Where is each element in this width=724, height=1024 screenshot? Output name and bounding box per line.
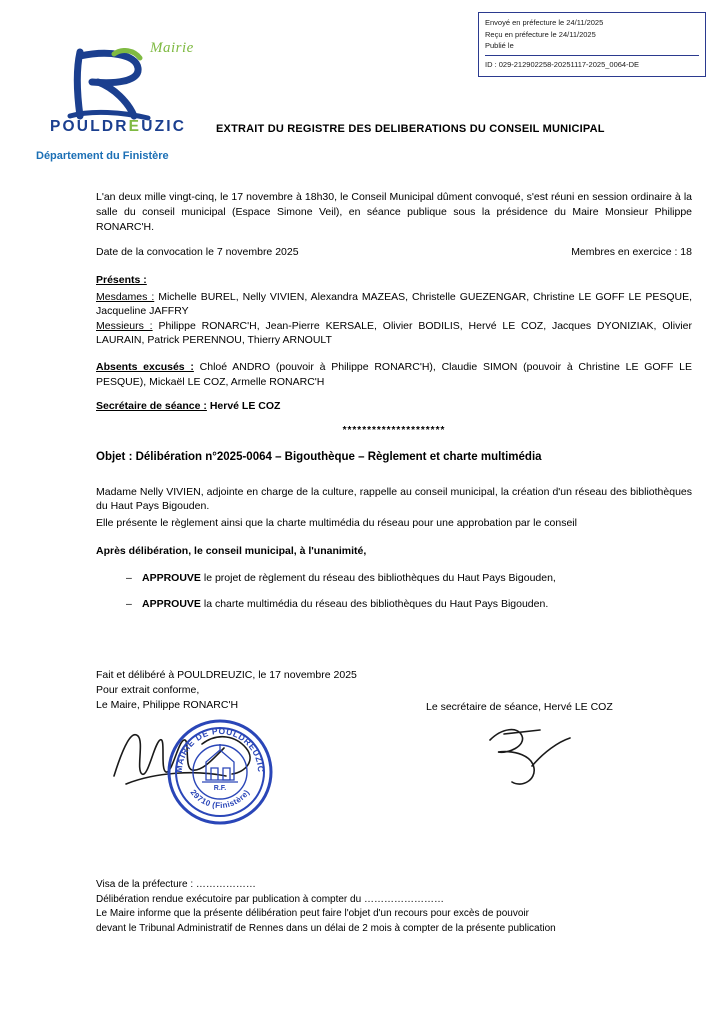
prefecture-sent-line: Envoyé en préfecture le 24/11/2025: [485, 18, 604, 27]
absents-label: Absents excusés :: [96, 361, 194, 374]
official-round-stamp: [166, 718, 274, 826]
signature-section: [96, 668, 692, 811]
footer-recourse-line-2: devant le Tribunal Administratif de Rennes dans un délai de 2 mois à compter de la présente publication: [96, 922, 556, 934]
footer-recourse-line-1: Le Maire informe que la présente délibération peut faire l'objet d'un recours pour excès de pouvoir: [96, 908, 529, 919]
prefecture-stamp-box: [478, 12, 706, 77]
secretary-block: [96, 399, 692, 414]
prefecture-received-line: Reçu en préfecture le 24/11/2025: [485, 29, 596, 39]
logo-glyph-icon: [62, 48, 172, 129]
secretary-signature-ink: [474, 716, 594, 796]
page-title: EXTRAIT DU REGISTRE DES DELIBERATIONS DU CONSEIL MUNICIPAL: [216, 123, 605, 135]
presents-mesdames-names: Michelle BUREL, Nelly VIVIEN, Alexandra MAZEAS, Christelle GUEZENGAR, Christine LE GOFF LE PESQUE, Jacqueline JAFFRY: [96, 290, 692, 318]
presents-mesdames-label: Mesdames :: [96, 290, 155, 303]
presents-messieurs-label: Messieurs :: [96, 319, 153, 332]
logo-town-part3: UZIC: [141, 118, 187, 135]
logo-mairie-text: Mairie: [150, 40, 194, 56]
secretary-name: Hervé LE COZ: [206, 400, 281, 413]
logo-town-name: [50, 118, 186, 136]
absents-text: Chloé ANDRO (pouvoir à Philippe RONARC'H), Claudie SIMON (pouvoir à Christine LE GOFF LE PESQUE), Mickaël LE COZ, Armelle RONARC'H: [96, 361, 692, 388]
logo-town-part1: POULDR: [50, 118, 129, 135]
resolution-verb-2: APPROUVE: [142, 598, 201, 611]
department-label: Département du Finistère: [36, 150, 169, 162]
svg-text:R.F.: R.F.: [213, 785, 227, 792]
svg-text:MAIRIE DE POULDREUZIC: MAIRIE DE POULDREUZIC: [173, 725, 267, 773]
presents-messieurs: [96, 319, 692, 348]
document-body: [96, 190, 692, 623]
after-deliberation-line: Après délibération, le conseil municipal, à l'unanimité,: [96, 545, 367, 558]
resolutions-list: [126, 571, 692, 612]
prefecture-id-line: ID : 029-212902258-20251117-2025_0064-DE: [485, 55, 699, 71]
absents-block: [96, 360, 692, 389]
objet-heading: Objet : Délibération n°2025-0064 – Bigouthèque – Règlement et charte multimédia: [96, 450, 542, 463]
footer-visa: Visa de la préfecture : ………………: [96, 879, 256, 890]
prefecture-published-line: Publié le: [485, 41, 514, 51]
secretary-label: Secrétaire de séance :: [96, 400, 207, 413]
separator-asterisks: *********************: [342, 425, 446, 437]
list-item: [126, 597, 692, 612]
footer-legal-notice: [96, 878, 696, 936]
signature-mayor-label: Le Maire, Philippe RONARC'H: [96, 698, 239, 711]
presents-messieurs-names: Philippe RONARC'H, Jean-Pierre KERSALE, Olivier BODILIS, Hervé LE COZ, Jacques DYONIZIAK, Olivier LAURAIN, Patrick PERENNOU, Thierry ARNOULT: [96, 319, 693, 346]
convocation-date: Date de la convocation le 7 novembre 2025: [96, 245, 299, 258]
signature-secretary-label: Le secrétaire de séance, Hervé LE COZ: [426, 701, 613, 713]
body-paragraph-2: Elle présente le règlement ainsi que la charte multimédia du réseau pour une approbation par le conseil: [96, 516, 577, 529]
intro-paragraph: L'an deux mille vingt-cinq, le 17 novembre à 18h30, le Conseil Municipal dûment convoqué, s'est réuni en session ordinaire à la salle du conseil municipal (Espace Simone Veil), en séance publique sous la présidence du Maire Monsieur Philippe RONARC'H.: [96, 191, 692, 233]
convocation-row: [96, 245, 692, 260]
list-item: [126, 571, 692, 586]
signature-place-date: Fait et délibéré à POULDREUZIC, le 17 novembre 2025: [96, 669, 357, 681]
resolution-text-2: la charte multimédia du réseau des bibliothèques du Haut Pays Bigouden.: [200, 598, 549, 611]
town-logo: [42, 34, 222, 144]
resolution-text-1: le projet de règlement du réseau des bibliothèques du Haut Pays Bigouden,: [200, 572, 556, 585]
presents-heading: Présents :: [96, 273, 147, 286]
footer-executory: Délibération rendue exécutoire par publication à compter du ……………………: [96, 893, 444, 905]
svg-text:29710 (Finistère): 29710 (Finistère): [188, 787, 252, 811]
members-count: Membres en exercice : 18: [571, 245, 692, 258]
presents-mesdames: [96, 290, 692, 319]
body-paragraph-1: Madame Nelly VIVIEN, adjointe en charge de la culture, rappelle au conseil municipal, la création d'un réseau des bibliothèques du Haut Pays Bigouden.: [96, 485, 692, 513]
resolution-verb-1: APPROUVE: [142, 572, 201, 585]
presents-block: [96, 273, 692, 348]
signature-conform: Pour extrait conforme,: [96, 683, 200, 696]
signature-left-block: [96, 668, 426, 713]
logo-town-part2: E: [128, 118, 142, 135]
